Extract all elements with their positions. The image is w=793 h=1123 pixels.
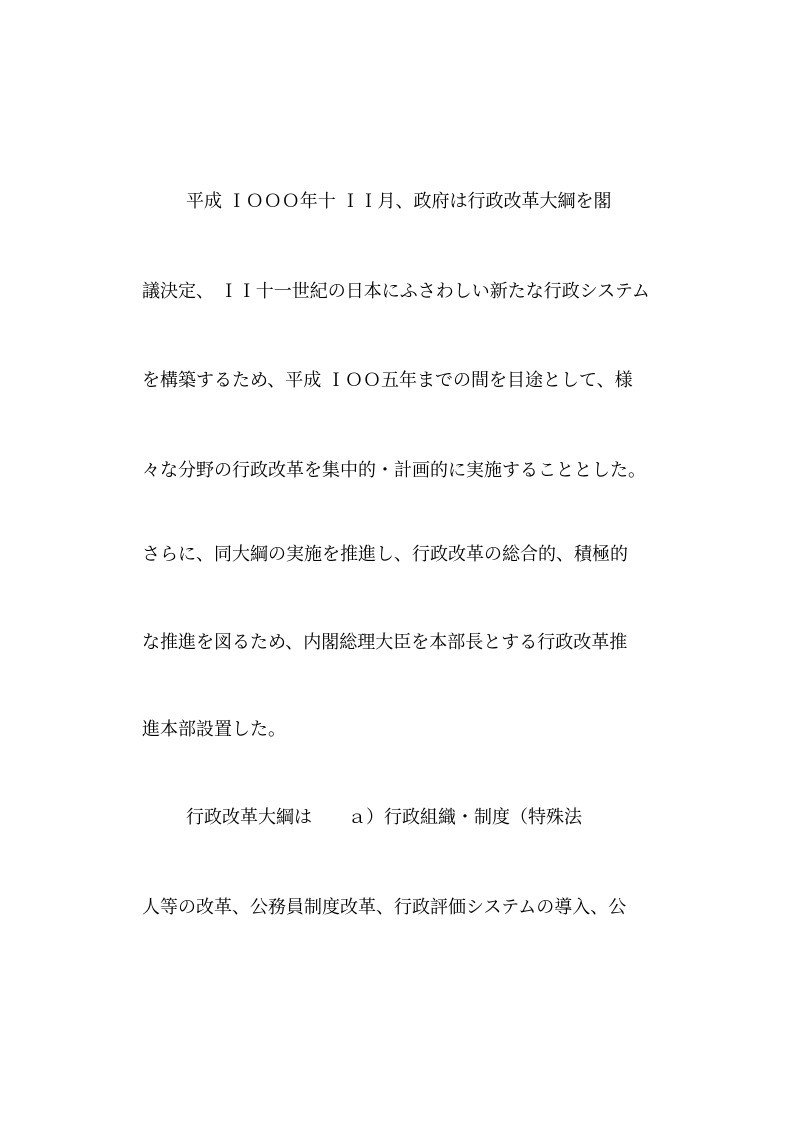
- paragraph-line-5: さらに、同大綱の実施を推進し、行政改革の総合的、積極的: [142, 544, 628, 565]
- paragraph-line-4: 々な分野の行政改革を集中的・計画的に実施することとした。: [142, 460, 646, 481]
- paragraph-line-1: 平成 ＩＯＯＯ年十 ＩＩ月、政府は行政改革大綱を閣: [186, 191, 612, 212]
- paragraph-line-8: 行政改革大綱は ａ）行政組織・制度（特殊法: [186, 807, 582, 828]
- paragraph-line-7: 進本部設置した。: [142, 719, 286, 740]
- paragraph-line-3: を構築するため、平成 ＩＯＯ五年までの間を目途として、様: [142, 370, 633, 391]
- paragraph-line-9: 人等の改革、公務員制度改革、行政評価システムの導入、公: [142, 897, 627, 918]
- paragraph-line-2: 議決定、 ＩＩ十一世紀の日本にふさわしい新たな行政システム: [142, 281, 650, 302]
- paragraph-line-6: な推進を図るため、内閣総理大臣を本部長とする行政改革推: [142, 632, 628, 653]
